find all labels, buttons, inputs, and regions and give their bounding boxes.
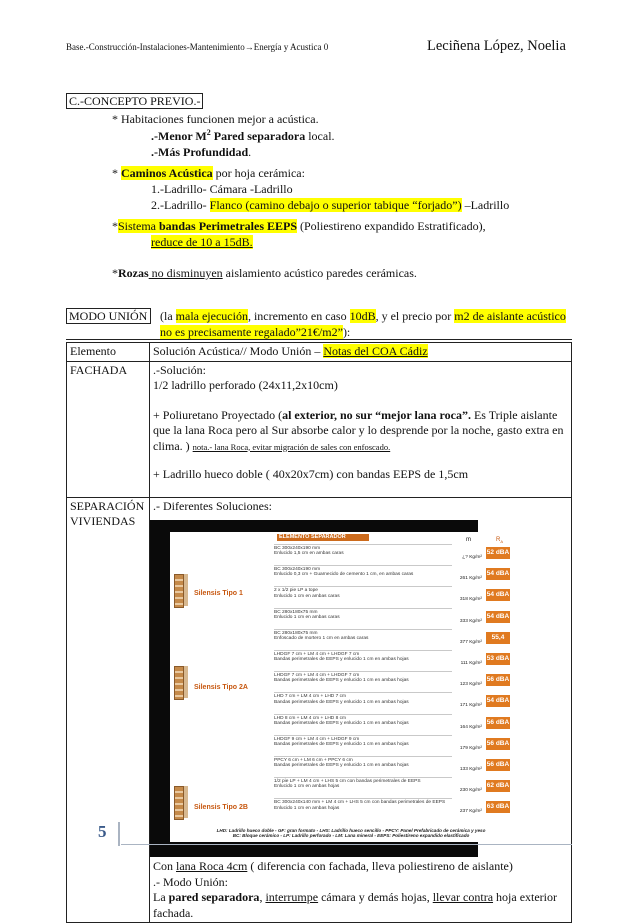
fachada-label: FACHADA xyxy=(67,361,150,497)
figure-row-desc-1: BC 300x240x190 mm xyxy=(274,567,321,573)
concepto-line-1: * Habitaciones funcionen mejor a acústica. xyxy=(112,112,319,126)
modo-t3: , incremento en caso xyxy=(247,309,350,323)
figure-row-desc-1: PPCY 6 cm + LM 6 cm + PPCY 6 cm xyxy=(274,758,353,763)
figure-row-dba: 52 dBA xyxy=(486,547,510,559)
modo-t8: ): xyxy=(342,325,351,339)
separacion-line-5: fachada. xyxy=(153,905,194,920)
mas-profundidad: .-Más Profundidad xyxy=(151,145,249,159)
llevar-contra: llevar contra xyxy=(432,890,494,904)
pared-separadora: Pared separadora xyxy=(210,129,306,143)
tipo-1-label: Silensis Tipo 1 xyxy=(194,590,243,597)
camino-2-end: –Ladrillo xyxy=(461,198,510,212)
separacion-line-1: .- Diferentes Soluciones: xyxy=(153,498,272,513)
figure-row-desc-2: Enfoscado de mortero 1 cm en ambas caras xyxy=(274,636,369,641)
figure-row-dba: 62 dBA xyxy=(486,780,510,792)
f3a: + Poliuretano Proyectado ( xyxy=(153,407,283,422)
separator-figure xyxy=(150,520,510,857)
fachada-line-2: 1/2 ladrillo perforado (24x11,2x10cm) xyxy=(153,378,338,392)
figure-row-desc-1: 2 x 1/2 pie LP a tope xyxy=(274,588,318,594)
figure-row-desc xyxy=(274,671,452,683)
header-solucion xyxy=(150,343,572,362)
table-row-fachada xyxy=(67,361,572,497)
figure-row-dba: 54 dBA xyxy=(486,611,510,623)
modo-t1: (la xyxy=(160,309,176,323)
legend-line-2: BC: Bloque cerámico - LP: Ladrillo perforado - LM: Lana mineral - EEPS: Poliestireno expandido elastificado xyxy=(232,833,470,839)
figure-row-desc-1: 1/2 pie LP + LM 4 cm + LHS 5 cm con bandas perimetrales de EEPS xyxy=(274,779,421,785)
figure-row-mass: ¿? Kg/m² xyxy=(462,555,482,560)
figure-row-dba: 55,4 dBA xyxy=(486,632,510,644)
figure-row-dba: 53 dBA xyxy=(486,653,510,665)
no-disminuyen: no disminuyen xyxy=(148,266,223,280)
camino-2-start: 2.-Ladrillo- xyxy=(151,198,210,212)
figure-row-dba: 56 dBA xyxy=(486,717,510,729)
caminos-acustica: Caminos Acústica xyxy=(121,166,213,180)
figure-row-dba: 63 dBA xyxy=(486,801,510,813)
bullet: * xyxy=(112,166,121,180)
footer-line xyxy=(121,844,572,845)
figure-row-desc-2: Bandas perimetrales de EEPS y enlucido 1 cm en ambas hojas xyxy=(274,657,409,663)
solutions-table xyxy=(66,342,572,923)
tipo-2b-label: Silensis Tipo 2B xyxy=(194,804,248,811)
figure-row-desc-2: Enlucido 1 cm en ambas caras xyxy=(274,614,340,620)
figure-row-desc-2: Bandas perimetrales de EEPS y enlucido 1 cm en ambas hojas xyxy=(274,678,409,684)
figure-row-mass: 333 Kg/m² xyxy=(459,618,482,624)
figure-row-desc xyxy=(274,798,452,810)
figure-row-desc-1: LHDGF 9 cm + LM 4 cm + LHDGF 9 cm xyxy=(274,736,360,742)
separacion-line-2 xyxy=(153,859,568,875)
nota-lana-roca: nota.- lana Roca, evitar migración de sales con enfoscado. xyxy=(192,441,391,452)
figure-row-mass: 237 Kg/m² xyxy=(459,809,482,815)
m2-aislante: m2 de aislante acústico xyxy=(454,309,566,323)
sistema-line xyxy=(112,219,486,234)
legend-line-1: LHD: Ladrillo hueco doble - GF: gran formato - LHS: Ladrillo hueco sencillo - PPCY: Panel Prefabricado de cerámica y yeso xyxy=(216,828,486,833)
brick-icon xyxy=(184,574,188,606)
brick-icon xyxy=(174,786,184,820)
lana-roca-4cm: lana Roca 4cm xyxy=(176,859,248,873)
brick-icon xyxy=(184,786,188,818)
diez-db: 10dB xyxy=(349,309,376,323)
brick-icon xyxy=(174,574,184,608)
footer-bar xyxy=(118,822,120,846)
sistema-reduce xyxy=(151,235,253,250)
camino-2-flanco: Flanco (camino debajo o superior tabique “forjado”) xyxy=(209,198,462,212)
period: . xyxy=(248,145,252,159)
interrumpe: interrumpe xyxy=(265,890,319,904)
figure-row-desc xyxy=(274,714,452,726)
modo-union-text-2 xyxy=(160,325,350,340)
rozas-rest: aislamiento acústico paredes cerámicas. xyxy=(222,266,417,280)
figure-row-mass: 171 Kg/m² xyxy=(459,703,482,709)
reduce-text: reduce de 10 a 15dB. xyxy=(151,235,253,249)
table-row-separacion xyxy=(67,497,572,923)
figure-title: ELEMENTO SEPARADOR xyxy=(277,534,369,541)
figure-row-desc-2: Enlucido 1 cm en ambas hojas xyxy=(274,805,340,811)
sistema-word: Sistema xyxy=(118,219,159,233)
figure-legend xyxy=(216,828,486,839)
figure-row-desc xyxy=(274,544,452,556)
s4c: , xyxy=(259,890,266,904)
figure-row-mass: 164 Kg/m² xyxy=(459,724,482,730)
figure-row-desc-1: BC 280x180x75 mm xyxy=(274,609,318,615)
s4g: hoja exterior xyxy=(493,890,558,904)
page-number: 5 xyxy=(98,822,107,841)
bandas-perimetrales: bandas Perimetrales EEPS xyxy=(159,219,297,233)
figure-row-desc xyxy=(274,692,452,704)
s2c: ( diferencia con fachada, lleva poliestireno de aislante) xyxy=(247,859,513,873)
figure-row-desc xyxy=(274,777,452,789)
concepto-title xyxy=(66,94,203,109)
header-author: Leciñena López, Noelia xyxy=(427,38,566,54)
notas-coa: Notas del COA Cádiz xyxy=(323,344,428,358)
caminos-line xyxy=(112,166,305,181)
figure-row-desc xyxy=(274,756,452,768)
separacion-content xyxy=(150,497,572,923)
figure-row-mass: 111 Kg/m² xyxy=(460,661,482,666)
figure-row-mass: 230 Kg/m² xyxy=(459,788,482,794)
pared-separadora-bold: pared separadora xyxy=(168,890,260,904)
bullet: * xyxy=(112,219,118,233)
figure-row-desc-2: Enlucido 1 cm en ambas caras xyxy=(274,593,340,599)
figure-row-desc xyxy=(274,586,452,598)
figure-row-dba: 56 dBA xyxy=(486,674,510,686)
figure-row-dba: 54 dBA xyxy=(486,589,510,601)
figure-row-desc xyxy=(274,608,452,620)
figure-row-desc-2: Bandas perimetrales de EEPS y enlucido 1 cm en ambas hojas xyxy=(274,699,409,705)
figure-row-desc xyxy=(274,565,452,577)
bullet: * xyxy=(112,266,118,280)
figure-row-desc-1: LHDGF 7 cm + LM 4 cm + LHDGF 7 cm xyxy=(274,652,360,657)
tipo-2a-label: Silensis Tipo 2A xyxy=(194,684,248,691)
fachada-line-5 xyxy=(153,439,568,456)
menor-m: .-Menor M xyxy=(151,129,207,143)
concepto-title-text: C.-CONCEPTO PREVIO.- xyxy=(66,93,203,109)
brick-icon xyxy=(184,666,188,698)
s2a: Con xyxy=(153,859,177,873)
rozas-line xyxy=(112,266,417,281)
figure-row-desc-2: Bandas perimetrales de EEPS y enlucido 1 cm en ambas hojas xyxy=(274,763,409,769)
figure-row-desc-2: Enlucido 0,3 cm + Guarnecido de cemento 1 cm, en ambas caras xyxy=(274,572,414,578)
s4a: La xyxy=(153,890,169,904)
sistema-rest: (Poliestireno expandido Estratificado), xyxy=(297,219,486,233)
figure-row-mass: 318 Kg/m² xyxy=(459,597,482,603)
figure-row-desc-2: Bandas perimetrales de EEPS y enlucido 1 cm en ambas hojas xyxy=(274,742,409,747)
figure-row-dba: 54 dBA xyxy=(486,568,510,580)
figure-row-mass: 133 Kg/m² xyxy=(459,767,482,772)
header-solucion-text: Solución Acústica// Modo Unión – xyxy=(153,344,324,358)
figure-row-mass: 123 Kg/m² xyxy=(459,682,482,688)
separator-figure-panel xyxy=(170,532,510,842)
table-header-row xyxy=(67,343,572,362)
fachada-line-1: .-Solución: xyxy=(153,362,206,377)
column-r-letter: R xyxy=(496,537,501,543)
modo-t5: , y el precio por xyxy=(375,309,455,323)
modo-union-label: MODO UNIÓN xyxy=(66,308,151,324)
figure-row-dba: 54 dBA xyxy=(486,695,510,707)
separacion-line-3: .- Modo Unión: xyxy=(153,874,228,889)
figure-row-mass: 377 Kg/m² xyxy=(459,639,482,645)
figure-row-mass: 261 Kg/m² xyxy=(459,576,482,582)
figure-row-desc-1: BC 280x180x75 mm xyxy=(274,630,318,636)
al-exterior: al exterior, no sur “mejor lana roca”. xyxy=(282,407,471,422)
column-r-sub: A xyxy=(500,539,504,545)
concepto-line-2 xyxy=(151,128,335,144)
figure-row-dba: 56 dBA xyxy=(486,738,510,750)
s4e: cámara y demás hojas, xyxy=(318,890,433,904)
figure-row-dba: 56 dBA xyxy=(486,759,510,771)
column-m: m xyxy=(466,537,471,543)
figure-row-desc-2: Bandas perimetrales de EEPS y enlucido 1 cm en ambas hojas xyxy=(274,720,409,726)
camino-1: 1.-Ladrillo- Cámara -Ladrillo xyxy=(151,182,293,196)
figure-row-desc xyxy=(274,650,452,662)
precio-text: no es precisamente regalado”21€/m2” xyxy=(160,325,343,339)
figure-row-desc-2: Enlucido 1,5 cm en ambas caras xyxy=(274,551,344,557)
fachada-content xyxy=(150,361,572,497)
header-left-text: Base.-Construcción-Instalaciones-Mantenimiento→Energía y Acustica 0 xyxy=(66,42,329,52)
fachada-line-3 xyxy=(153,408,568,424)
separacion-line-4 xyxy=(153,890,568,906)
local-text: local. xyxy=(305,129,335,143)
rozas-word: Rozas xyxy=(118,266,149,280)
modo-union-text-1 xyxy=(160,309,566,324)
figure-row-desc xyxy=(274,629,452,641)
concepto-line-3 xyxy=(151,145,251,160)
figure-row-mass: 179 Kg/m² xyxy=(459,745,482,751)
separacion-label: SEPARACIÓN VIVIENDAS xyxy=(67,497,150,923)
figure-row-desc-1: LHDGF 7 cm + LM 4 cm + LHDGF 7 cm xyxy=(274,673,360,679)
f3c: Es Triple aislante xyxy=(470,407,558,422)
figure-row-desc-1: BC 300x240x140 mm + LM 4 cm + LHS 5 cm con bandas perimetrales de EEPS xyxy=(274,800,446,806)
figure-row-desc-1: LHD 8 cm + LM 4 cm + LHD 8 cm xyxy=(274,715,346,721)
caminos-rest: por hoja cerámica: xyxy=(212,166,305,180)
fachada-line-6: + Ladrillo hueco doble ( 40x20x7cm) con bandas EEPS de 1,5cm xyxy=(153,467,469,481)
brick-icon xyxy=(174,666,184,700)
fachada-line-4: que la lana Roca pero al Sur absorbe calor y lo desprende por la noche, gasto extra en xyxy=(153,423,564,437)
header-elemento: Elemento xyxy=(67,343,150,362)
m-superscript: 2 xyxy=(206,128,211,137)
figure-row-desc-1: BC 300x240x190 mm xyxy=(274,546,321,551)
figure-row-desc-1: LHD 7 cm + LM 4 cm + LHD 7 cm xyxy=(274,694,346,700)
f5a: clima. ) xyxy=(153,438,193,453)
mala-ejecucion: mala ejecución xyxy=(175,309,248,323)
figure-row-desc-2: Enlucido 1 cm en ambas hojas xyxy=(274,784,340,790)
modo-union-row xyxy=(66,308,572,340)
figure-row-desc xyxy=(274,735,452,747)
camino-2 xyxy=(151,198,509,213)
